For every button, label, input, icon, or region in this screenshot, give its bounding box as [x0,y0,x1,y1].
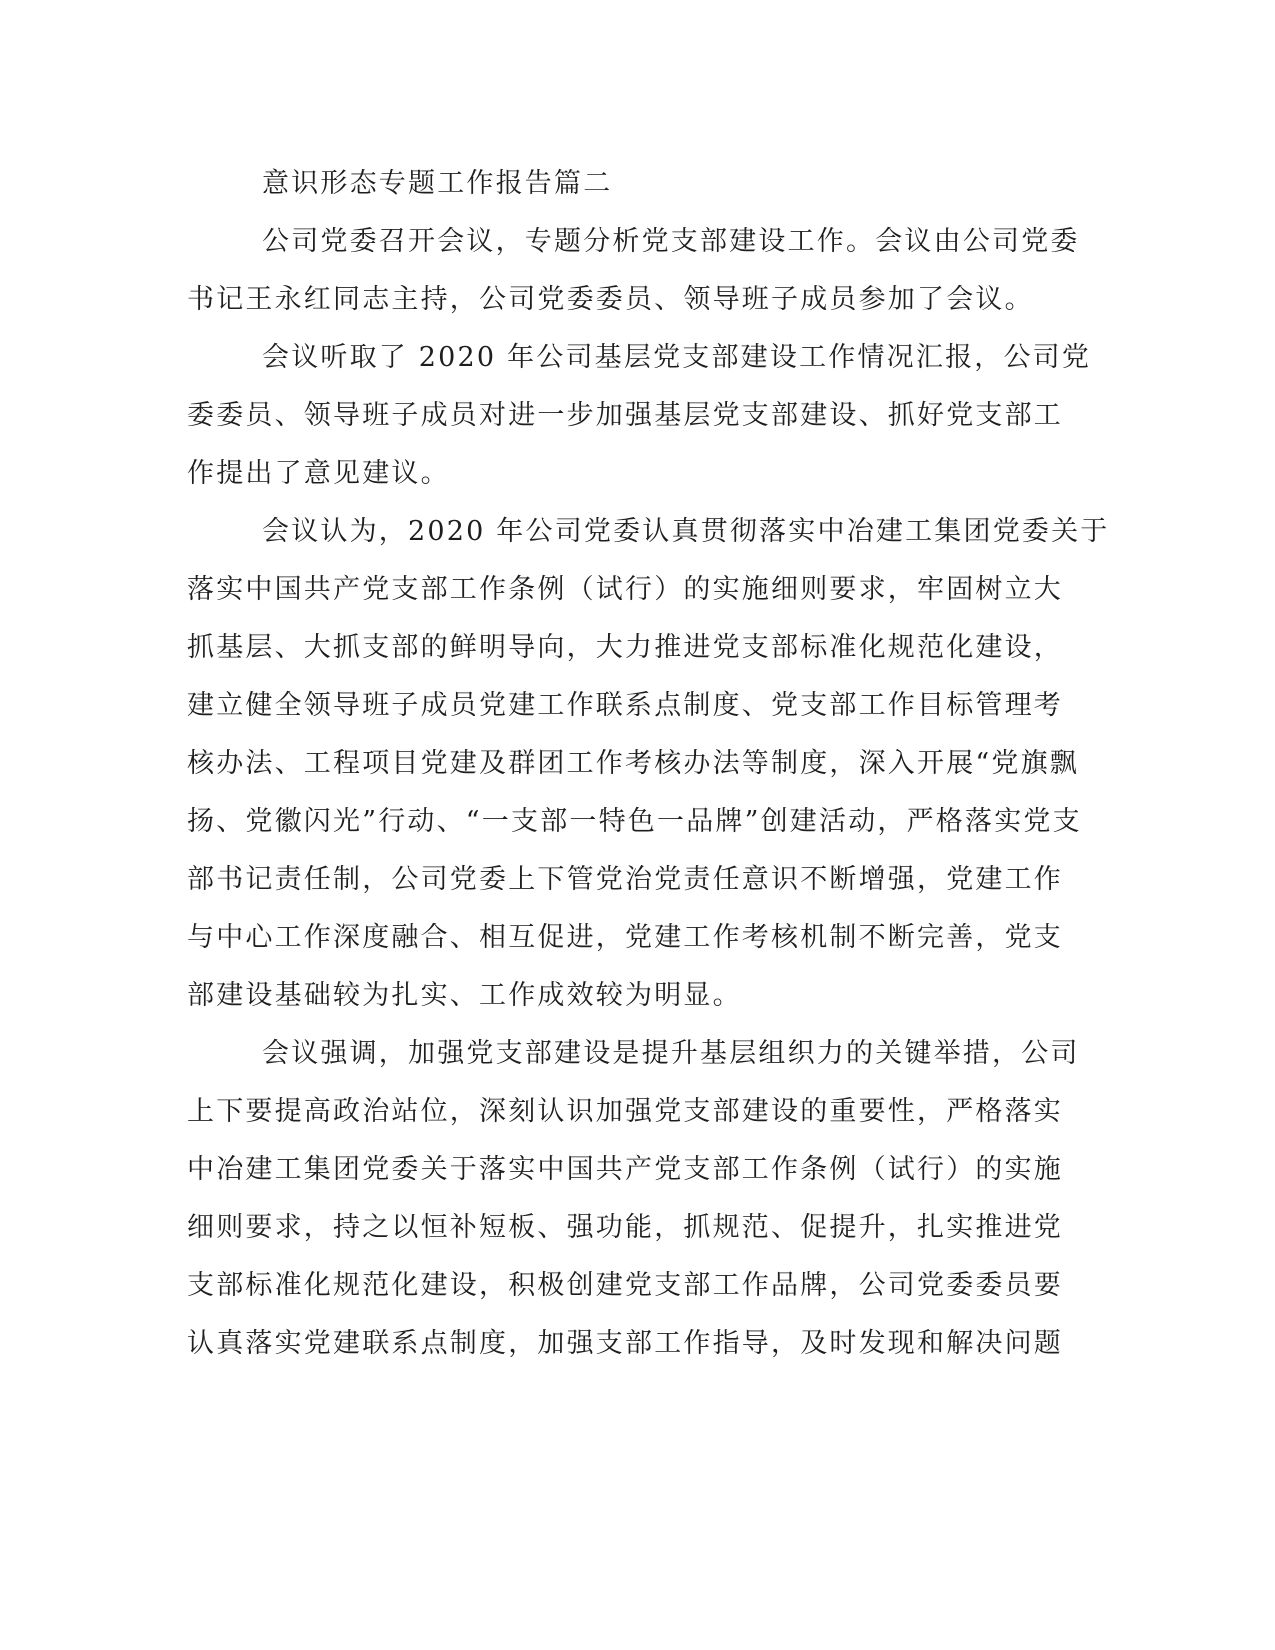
paragraph-3-line-5: 核办法、工程项目党建及群团工作考核办法等制度，深入开展“党旗飘 [187,748,1080,779]
paragraph-4-line-1: 会议强调，加强党支部建设是提升基层组织力的关键举措，公司 [262,1038,1080,1069]
paragraph-4-line-5: 支部标准化规范化建设，积极创建党支部工作品牌，公司党委委员要 [187,1270,1063,1301]
paragraph-2-line-3: 作提出了意见建议。 [187,458,450,489]
paragraph-4-line-6: 认真落实党建联系点制度，加强支部工作指导，及时发现和解决问题 [187,1328,1063,1359]
paragraph-3-line-1: 会议认为，2020 年公司党委认真贯彻落实中冶建工集团党委关于 [262,516,1110,547]
paragraph-3-line-7: 部书记责任制，公司党委上下管党治党责任意识不断增强，党建工作 [187,864,1063,895]
paragraph-3-line-9: 部建设基础较为扎实、工作成效较为明显。 [187,980,742,1011]
paragraph-1-line-1: 公司党委召开会议，专题分析党支部建设工作。会议由公司党委 [262,226,1080,257]
paragraph-3-line-3: 抓基层、大抓支部的鲜明导向，大力推进党支部标准化规范化建设， [187,632,1063,663]
paragraph-3-line-2: 落实中国共产党支部工作条例（试行）的实施细则要求，牢固树立大 [187,574,1063,605]
paragraph-4-line-2: 上下要提高政治站位，深刻认识加强党支部建设的重要性，严格落实 [187,1096,1063,1127]
paragraph-2-line-2: 委委员、领导班子成员对进一步加强基层党支部建设、抓好党支部工 [187,400,1063,431]
paragraph-4-line-3: 中冶建工集团党委关于落实中国共产党支部工作条例（试行）的实施 [187,1154,1063,1185]
document-title: 意识形态专题工作报告篇二 [262,168,613,199]
paragraph-4-line-4: 细则要求，持之以恒补短板、强功能，抓规范、促提升，扎实推进党 [187,1212,1063,1243]
paragraph-1-line-2: 书记王永红同志主持，公司党委委员、领导班子成员参加了会议。 [187,284,1034,315]
paragraph-3-line-4: 建立健全领导班子成员党建工作联系点制度、党支部工作目标管理考 [187,690,1063,721]
paragraph-3-line-8: 与中心工作深度融合、相互促进，党建工作考核机制不断完善，党支 [187,922,1063,953]
paragraph-3-line-6: 扬、党徽闪光”行动、“一支部一特色一品牌”创建活动，严格落实党支 [187,806,1082,837]
paragraph-2-line-1: 会议听取了 2020 年公司基层党支部建设工作情况汇报，公司党 [262,342,1092,373]
